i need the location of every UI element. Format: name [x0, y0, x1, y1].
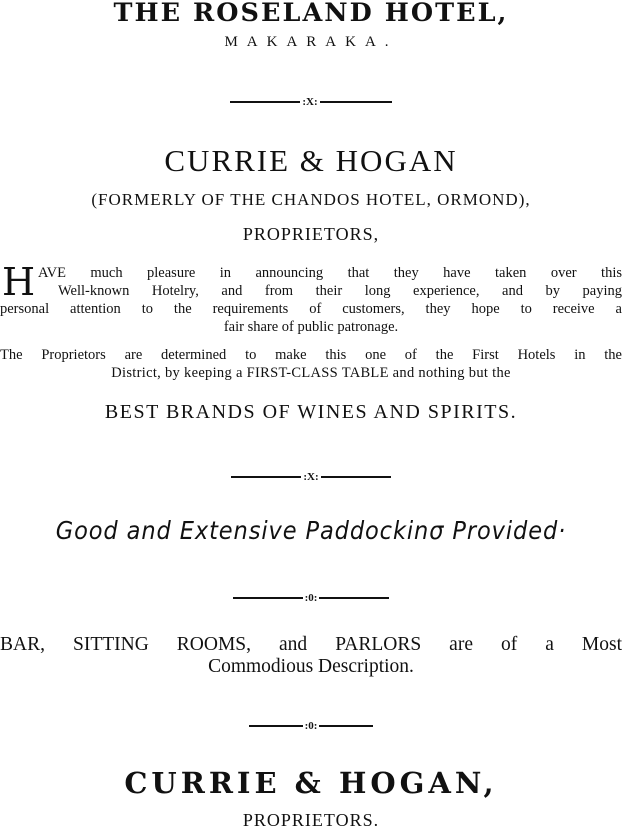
- divider-rule-left: [230, 101, 300, 103]
- closing-proprietors-label: PROPRIETORS.: [242, 810, 380, 830]
- divider-rule-right: [321, 476, 391, 478]
- divider-rule-right: [319, 597, 389, 599]
- divider-mark: :0:: [304, 592, 318, 604]
- proprietor-names-heading: CURRIE & HOGAN: [164, 143, 458, 178]
- announcement-line: personal attention to the requirements of customers, they hope to receive a: [0, 301, 622, 317]
- divider-mark: :X:: [302, 96, 318, 108]
- divider-2: [0, 472, 622, 482]
- determination-line: District, by keeping a FIRST-CLASS TABLE and nothing but the: [111, 365, 511, 381]
- divider-rule-left: [249, 725, 303, 727]
- divider-3: [0, 593, 622, 603]
- divider-rule-left: [231, 476, 301, 478]
- determination-paragraph: [0, 346, 622, 382]
- divider-rule-left: [233, 597, 303, 599]
- divider-4: [0, 721, 622, 731]
- paddocking-notice: Good and Extensive Paddockinσ Provided·: [55, 516, 567, 545]
- former-hotel-note: (FORMERLY OF THE CHANDOS HOTEL, ORMOND),: [91, 190, 531, 209]
- rooms-paragraph: [0, 634, 622, 678]
- announcement-line: Well-known Hotelry, and from their long experience, and by paying: [58, 283, 622, 299]
- hotel-location: MAKARAKA.: [224, 34, 398, 50]
- announcement-line: fair share of public patronage.: [223, 319, 399, 335]
- rooms-line: Commodious Description.: [208, 656, 414, 677]
- drop-cap: H: [2, 260, 36, 304]
- divider-rule-right: [320, 101, 392, 103]
- hotel-masthead: THE ROSELAND HOTEL,: [113, 0, 509, 27]
- rooms-line: BAR, SITTING ROOMS, and PARLORS are of a Most: [0, 634, 622, 655]
- announcement-line: AVE much pleasure in announcing that they have taken over this: [38, 265, 622, 281]
- closing-proprietor-names: CURRIE & HOGAN,: [124, 766, 498, 800]
- divider-1: [0, 97, 622, 107]
- announcement-paragraph: [0, 260, 622, 336]
- determination-line: The Proprietors are determined to make this one of the First Hotels in the: [0, 347, 622, 363]
- brands-heading: BEST BRANDS OF WINES AND SPIRITS.: [104, 401, 518, 423]
- divider-mark: :0:: [304, 720, 318, 732]
- proprietors-label: PROPRIETORS,: [242, 224, 380, 244]
- divider-rule-right: [319, 725, 373, 727]
- divider-mark: :X:: [303, 471, 319, 483]
